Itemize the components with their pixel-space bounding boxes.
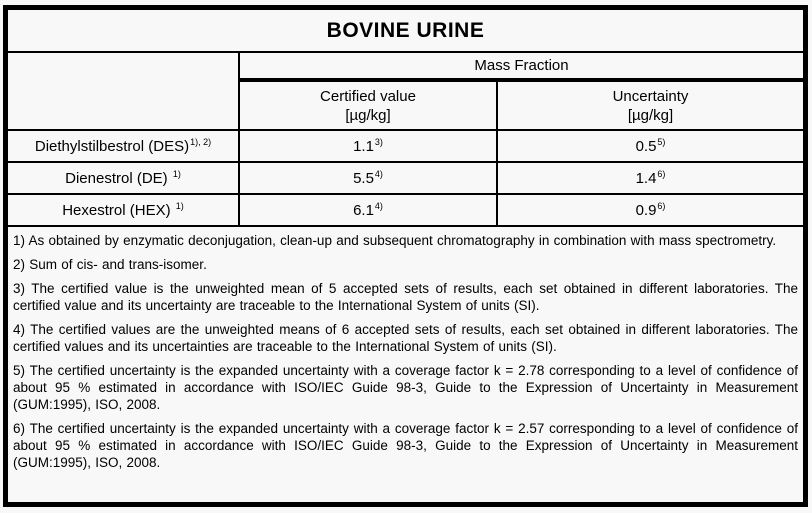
- uncertainty-footnote-ref: 6): [657, 168, 666, 179]
- uncertainty-value: 1.4: [635, 169, 657, 187]
- certified-value-header-unit: [µg/kg]: [345, 106, 391, 124]
- certified-value: 5.5: [353, 169, 374, 187]
- analyte-column-spacer: [7, 52, 239, 130]
- uncertainty-footnote-ref: 5): [657, 136, 666, 147]
- certified-value-header-cell: [239, 80, 497, 130]
- certified-value-footnote-ref: 3): [374, 136, 383, 147]
- footnotes-row: [7, 226, 804, 503]
- certified-value-footnote-ref: 4): [374, 200, 383, 211]
- certified-value: 1.1: [353, 137, 374, 155]
- analyte-footnote-ref: 1): [175, 200, 184, 211]
- footnotes-section: [7, 226, 804, 503]
- footnote-2: 2) Sum of cis- and trans-isomer.: [13, 257, 207, 272]
- footnote-3: 3) The certified value is the unweighted mean of 5 accepted sets of results, each set obtained in different laboratories. The certified value and its uncertainty are traceable to the International System of units (SI).: [13, 281, 798, 313]
- table-row-hex: [7, 194, 804, 226]
- analyte-footnote-ref: 1): [172, 168, 181, 179]
- analyte-name: Hexestrol (HEX): [62, 201, 175, 219]
- certified-value-footnote-ref: 4): [374, 168, 383, 179]
- group-header-row: [7, 52, 804, 80]
- certified-value-header-label: Certified value: [320, 87, 416, 105]
- footnote-4: 4) The certified values are the unweighted means of 6 accepted sets of results, each set obtained in different laboratories. The certified values and its uncertainties are traceable to the International System of units (SI).: [13, 322, 798, 354]
- certificate-table-frame: [3, 5, 808, 507]
- uncertainty-value-cell: [497, 162, 804, 194]
- uncertainty-value-cell: [497, 194, 804, 226]
- certified-value-cell: [239, 162, 497, 194]
- analyte-name-cell: [7, 194, 239, 226]
- analyte-footnote-ref: 1), 2): [190, 136, 212, 147]
- analyte-name: Dienestrol (DE): [65, 169, 172, 187]
- certified-value-cell: [239, 130, 497, 162]
- analyte-name-cell: [7, 130, 239, 162]
- analyte-name-cell: [7, 162, 239, 194]
- certified-values-table: [6, 8, 805, 504]
- uncertainty-value: 0.9: [635, 201, 657, 219]
- title-row: [7, 9, 804, 52]
- certified-value-cell: [239, 194, 497, 226]
- table-row-des: [7, 130, 804, 162]
- uncertainty-value-cell: [497, 130, 804, 162]
- footnote-1: 1) As obtained by enzymatic deconjugation, clean-up and subsequent chromatography in combination with mass spectrometry.: [13, 233, 777, 248]
- uncertainty-header-cell: [497, 80, 804, 130]
- mass-fraction-header: Mass Fraction: [239, 52, 804, 80]
- uncertainty-footnote-ref: 6): [657, 200, 666, 211]
- uncertainty-header-label: Uncertainty: [612, 87, 689, 105]
- table-title: BOVINE URINE: [7, 9, 804, 52]
- uncertainty-header-unit: [µg/kg]: [627, 106, 674, 124]
- footnote-6: 6) The certified uncertainty is the expanded uncertainty with a coverage factor k = 2.57 corresponding to a level of confidence of about 95 % estimated in accordance with ISO/IEC Guide 98-3, Guide to the Expression of Uncertainty in Measurement (GUM:1995), ISO, 2008.: [13, 421, 798, 470]
- footnote-5: 5) The certified uncertainty is the expanded uncertainty with a coverage factor k = 2.78 corresponding to a level of confidence of about 95 % estimated in accordance with ISO/IEC Guide 98-3, Guide to the Expression of Uncertainty in Measurement (GUM:1995), ISO, 2008.: [13, 363, 798, 412]
- uncertainty-value: 0.5: [635, 137, 657, 155]
- analyte-name: Diethylstilbestrol (DES): [34, 137, 190, 155]
- certified-value: 6.1: [353, 201, 374, 219]
- table-row-de: [7, 162, 804, 194]
